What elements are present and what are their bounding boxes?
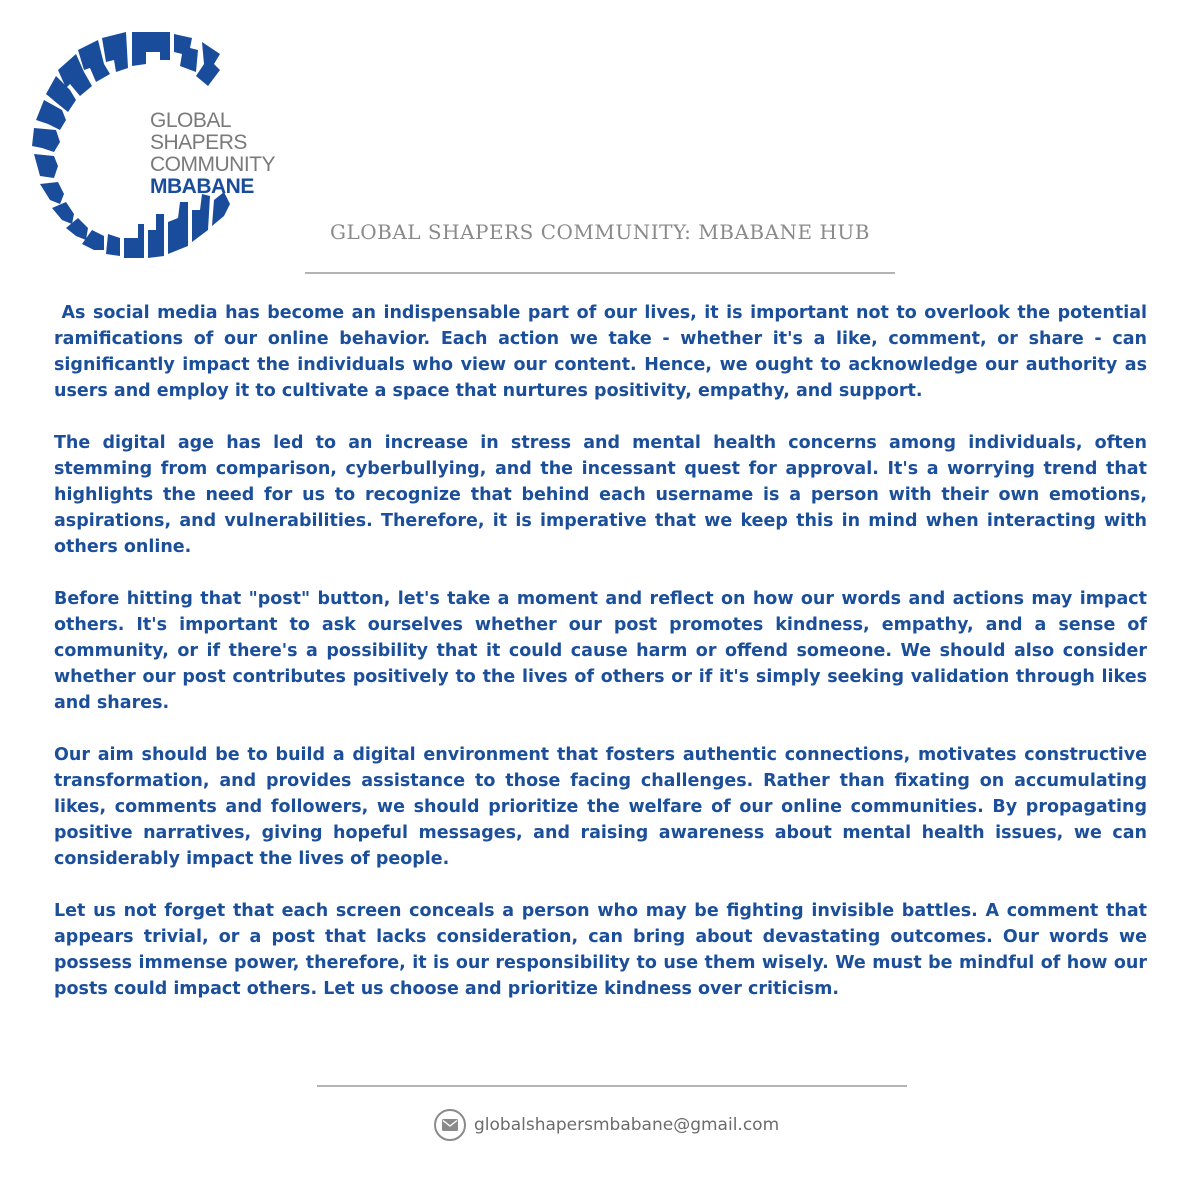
paragraph: Let us not forget that each screen conceals a person who may be fighting invisible battles. A comment that appears trivial, or a post that lacks consideration, can bring about devastating outcomes. Our words we possess immense power, therefore, it is our responsibility to use them wisely. We must be mindful of how our posts could impact others. Let us choose and prioritize kindness over criticism. — [54, 901, 1147, 999]
contact-info — [434, 1108, 779, 1142]
logo-line-2: SHAPERS — [150, 131, 247, 154]
mail-icon — [434, 1109, 466, 1141]
logo-line-3: COMMUNITY — [150, 153, 275, 176]
paragraph: The digital age has led to an increase in stress and mental health concerns among individuals, often stemming from comparison, cyberbullying, and the incessant quest for approval. It's a worrying trend that highlights the need for us to recognize that behind each username is a person with their own emotions, aspirations, and vulnerabilities. Therefore, it is imperative that we keep this in mind when interacting with others online. — [54, 433, 1147, 557]
paragraph: As social media has become an indispensable part of our lives, it is important not to overlook the potential ramifications of our online behavior. Each action we take - whether it's a like, comment, or share - can significantly impact the individuals who view our content. Hence, we ought to acknowledge our authority as users and employ it to cultivate a space that nurtures positivity, empathy, and support. — [54, 303, 1154, 401]
article-body — [54, 300, 1154, 1002]
contact-email[interactable]: globalshapersmbabane@gmail.com — [474, 1115, 780, 1135]
logo-line-4: MBABANE — [150, 175, 254, 198]
divider-bottom — [317, 1085, 907, 1087]
logo — [20, 24, 290, 264]
paragraph: Our aim should be to build a digital environment that fosters authentic connections, motivates constructive transformation, and provides assistance to those facing challenges. Rather than fixating on accumulating likes, comments and followers, we should prioritize the welfare of our online communities. By propagating positive narratives, giving hopeful messages, and raising awareness about mental health issues, we can considerably impact the lives of people. — [54, 745, 1147, 869]
divider-top — [305, 272, 895, 274]
paragraph: Before hitting that "post" button, let's take a moment and reflect on how our words and actions may impact others. It's important to ask ourselves whether our post promotes kindness, empathy, and a sense of community, or if there's a possibility that it could cause harm or offend someone. We should also consider whether our post contributes positively to the lives of others or if it's simply seeking validation through likes and shares. — [54, 589, 1147, 713]
page-title: GLOBAL SHAPERS COMMUNITY: MBABANE HUB — [330, 220, 870, 244]
logo-line-1: GLOBAL — [150, 109, 232, 132]
logo-wordmark — [150, 110, 275, 198]
